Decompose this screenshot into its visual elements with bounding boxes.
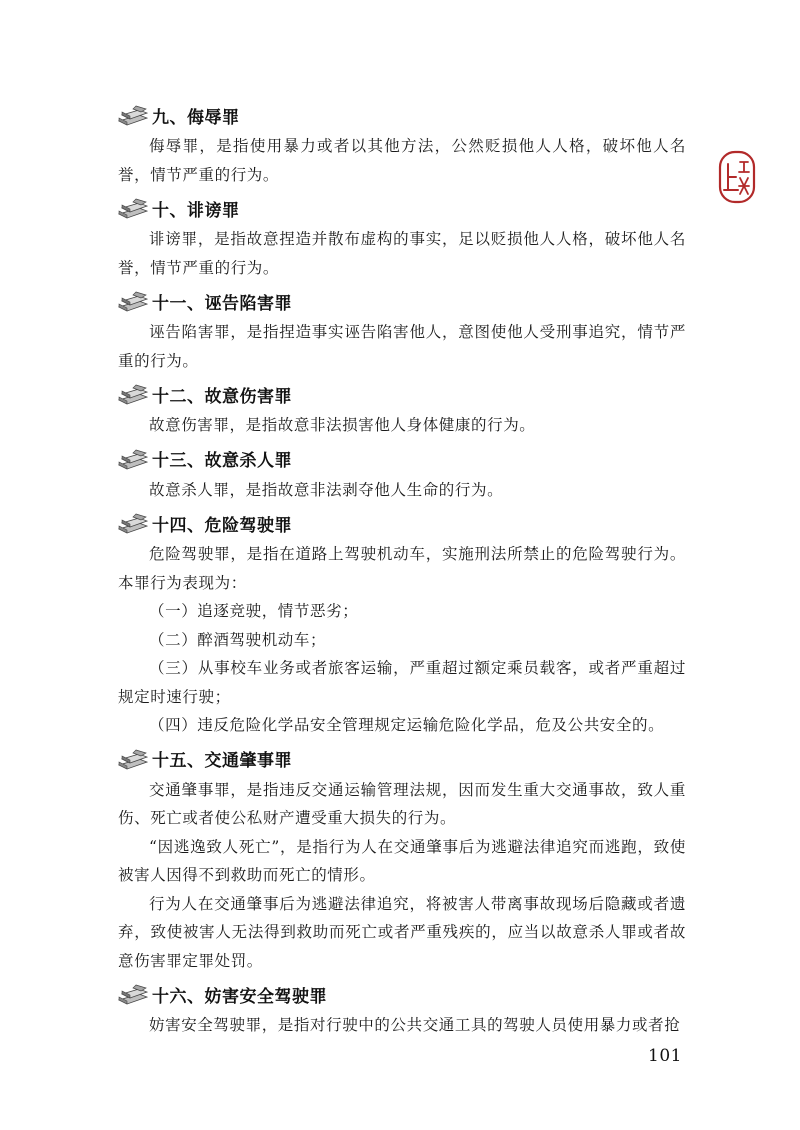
books-icon bbox=[118, 197, 148, 219]
section-title: 十、诽谤罪 bbox=[152, 200, 240, 221]
document-body bbox=[118, 96, 686, 1040]
seal-stamp-icon bbox=[718, 150, 756, 204]
paragraph: 故意伤害罪，是指故意非法损害他人身体健康的行为。 bbox=[149, 416, 536, 434]
section-title: 十六、妨害安全驾驶罪 bbox=[152, 986, 327, 1007]
paragraph: 侮辱罪，是指使用暴力或者以其他方法，公然贬损他人人格，破坏他人名誉，情节严重的行为。 bbox=[118, 137, 686, 184]
paragraph: 诬告陷害罪，是指捏造事实诬告陷害他人，意图使他人受刑事追究，情节严重的行为。 bbox=[118, 323, 686, 370]
paragraph: 行为人在交通肇事后为逃避法律追究，将被害人带离事故现场后隐藏或者遗弃，致使被害人无法得到救助而死亡或者严重残疾的，应当以故意杀人罪或者故意伤害罪定罪处罚。 bbox=[118, 894, 686, 970]
section-title: 十一、诬告陷害罪 bbox=[152, 293, 292, 314]
section-heading bbox=[118, 744, 686, 774]
section-heading bbox=[118, 100, 686, 130]
section-heading bbox=[118, 508, 686, 538]
paragraph: 诽谤罪，是指故意捏造并散布虚构的事实，足以贬损他人人格，破坏他人名誉，情节严重的行为。 bbox=[118, 230, 686, 277]
paragraph: “因逃逸致人死亡”，是指行为人在交通肇事后为逃避法律追究而逃跑，致使被害人因得不到救助而死亡的情形。 bbox=[118, 837, 686, 884]
paragraph: 交通肇事罪，是指违反交通运输管理法规，因而发生重大交通事故，致人重伤、死亡或者使公私财产遭受重大损失的行为。 bbox=[118, 780, 686, 827]
list-item: （三）从事校车业务或者旅客运输，严重超过额定乘员载客，或者严重超过规定时速行驶； bbox=[118, 659, 686, 706]
list-item: （四）违反危险化学品安全管理规定运输危险化学品，危及公共安全的。 bbox=[149, 716, 665, 734]
section-title: 九、侮辱罪 bbox=[152, 107, 240, 128]
section-heading bbox=[118, 286, 686, 316]
section-heading bbox=[118, 379, 686, 409]
paragraph: 危险驾驶罪，是指在道路上驾驶机动车，实施刑法所禁止的危险驾驶行为。本罪行为表现为： bbox=[118, 545, 686, 592]
books-icon bbox=[118, 512, 148, 534]
page-number: 101 bbox=[648, 1046, 682, 1066]
books-icon bbox=[118, 448, 148, 470]
paragraph: 故意杀人罪，是指故意非法剥夺他人生命的行为。 bbox=[149, 480, 504, 499]
section-heading bbox=[118, 444, 686, 474]
paragraph: 妨害安全驾驶罪，是指对行驶中的公共交通工具的驾驶人员使用暴力或者抢 bbox=[149, 1016, 681, 1034]
books-icon bbox=[118, 748, 148, 770]
list-item: （二）醉酒驾驶机动车； bbox=[149, 630, 327, 649]
list-item: （一）追逐竞驶，情节恶劣； bbox=[149, 602, 359, 620]
books-icon bbox=[118, 104, 148, 126]
section-title: 十四、危险驾驶罪 bbox=[152, 515, 292, 536]
section-title: 十二、故意伤害罪 bbox=[152, 386, 292, 407]
books-icon bbox=[118, 383, 148, 405]
section-title: 十五、交通肇事罪 bbox=[152, 751, 292, 771]
section-heading bbox=[118, 979, 686, 1009]
books-icon bbox=[118, 290, 148, 312]
section-title: 十三、故意杀人罪 bbox=[152, 451, 292, 471]
books-icon bbox=[118, 983, 148, 1005]
section-heading bbox=[118, 193, 686, 223]
